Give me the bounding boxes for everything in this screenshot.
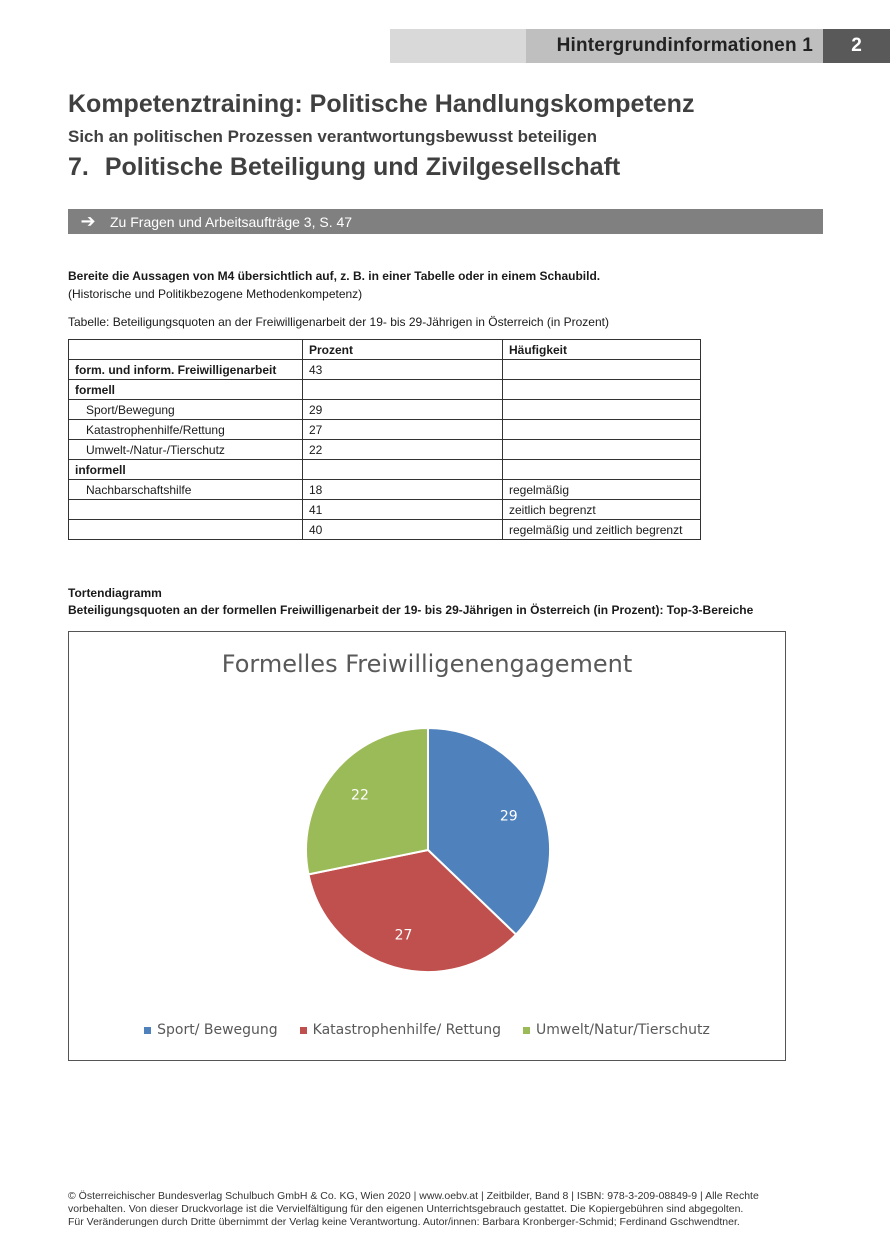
page-title: Kompetenztraining: Politische Handlungskompetenz (68, 90, 695, 118)
table-cell-label: Umwelt-/Natur-/Tierschutz (69, 440, 303, 460)
table-cell-label: Nachbarschaftshilfe (69, 480, 303, 500)
table-header-cell: Prozent (303, 340, 503, 360)
table-cell-haeufigkeit: zeitlich begrenzt (503, 500, 701, 520)
table-cell-prozent (303, 460, 503, 480)
table-cell-haeufigkeit: regelmäßig (503, 480, 701, 500)
pie-data-label: 29 (499, 808, 518, 825)
table-cell-prozent (303, 380, 503, 400)
table-cell-label (69, 500, 303, 520)
header-section-label (526, 29, 823, 63)
page-subtitle: Sich an politischen Prozessen verantwortungsbewusst beteiligen (68, 127, 598, 146)
legend-swatch (523, 1027, 530, 1034)
reference-text: Zu Fragen und Arbeitsaufträge 3, S. 47 (110, 213, 353, 230)
reference-bar (68, 209, 823, 234)
legend-label: Sport/ Bewegung (157, 1022, 278, 1038)
header-bar-light (390, 29, 526, 63)
pie-caption-label: Tortendiagramm (68, 586, 162, 600)
table-cell-haeufigkeit (503, 460, 701, 480)
task-instruction: Bereite die Aussagen von M4 übersichtlich auf, z. B. in einer Tabelle oder in einem Schaubild. (68, 269, 601, 283)
pie-caption (68, 585, 753, 619)
table-cell-prozent: 18 (303, 480, 503, 500)
pie-caption-description: Beteiligungsquoten an der formellen Freiwilligenarbeit der 19- bis 29-Jährigen in Österreich (in Prozent): Top-3-Bereiche (68, 603, 754, 617)
header-section-text: Hintergrundinformationen 1 (556, 35, 813, 56)
copyright-footer (68, 1190, 828, 1229)
legend-label: Umwelt/Natur/Tierschutz (535, 1022, 710, 1038)
header-page-number (823, 29, 890, 63)
table-row (69, 500, 701, 520)
table-row (69, 460, 701, 480)
table-row (69, 440, 701, 460)
table-cell-prozent: 41 (303, 500, 503, 520)
table-cell-prozent: 40 (303, 520, 503, 540)
table-row (69, 520, 701, 540)
table-cell-haeufigkeit (503, 400, 701, 420)
chart-title: Formelles Freiwilligenengagement (221, 650, 633, 678)
table-row (69, 420, 701, 440)
table-header-row (69, 340, 701, 360)
arrow-right-icon: ➔ (80, 211, 96, 231)
pie-data-label: 27 (394, 927, 413, 944)
task-block (68, 267, 600, 303)
table-cell-label: Sport/Bewegung (69, 400, 303, 420)
table-cell-prozent: 27 (303, 420, 503, 440)
table-cell-label: Katastrophenhilfe/Rettung (69, 420, 303, 440)
pie-data-label: 22 (351, 787, 369, 804)
pie-chart-frame (68, 631, 786, 1061)
section-title: Politische Beteiligung und Zivilgesellschaft (104, 153, 621, 181)
table-cell-haeufigkeit (503, 440, 701, 460)
table-row (69, 400, 701, 420)
table-row (69, 480, 701, 500)
table-cell-label (69, 520, 303, 540)
page-number-text: 2 (851, 35, 862, 56)
table-cell-haeufigkeit (503, 420, 701, 440)
table-cell-prozent: 43 (303, 360, 503, 380)
table-caption: Tabelle: Beteiligungsquoten an der Freiwilligenarbeit der 19- bis 29-Jährigen in Österreich (in Prozent) (68, 315, 609, 329)
footer-line: vorbehalten. Von dieser Druckvorlage ist die Vervielfältigung für den eigenen Unterrichtsgebrauch gestattet. Die Kopiergebühren sind abgegolten. (68, 1203, 744, 1215)
table-cell-prozent: 29 (303, 400, 503, 420)
table-cell-haeufigkeit (503, 360, 701, 380)
section-heading (68, 153, 620, 182)
task-competence: (Historische und Politikbezogene Methodenkompetenz) (68, 287, 363, 301)
table-cell-haeufigkeit: regelmäßig und zeitlich begrenzt (503, 520, 701, 540)
pie-chart (69, 632, 785, 1060)
table-row (69, 380, 701, 400)
legend-swatch (300, 1027, 307, 1034)
table-header-cell: Häufigkeit (503, 340, 701, 360)
participation-table (68, 339, 701, 540)
table-cell-label: formell (69, 380, 303, 400)
table-row (69, 360, 701, 380)
table-cell-haeufigkeit (503, 380, 701, 400)
table-header-cell (69, 340, 303, 360)
legend-label: Katastrophenhilfe/ Rettung (312, 1022, 501, 1038)
chart-legend (69, 1022, 785, 1038)
table-cell-label: informell (69, 460, 303, 480)
section-number: 7. (68, 153, 89, 181)
legend-item (144, 1022, 278, 1038)
table-cell-label: form. und inform. Freiwilligenarbeit (69, 360, 303, 380)
legend-swatch (144, 1027, 151, 1034)
legend-item (523, 1022, 710, 1038)
legend-item (300, 1022, 501, 1038)
table-cell-prozent: 22 (303, 440, 503, 460)
footer-line: Für Veränderungen durch Dritte übernimmt der Verlag keine Verantwortung. Autor/innen: Barbara Kronberger-Schmid; Ferdinand Gschwendtner. (68, 1216, 740, 1228)
footer-line: © Österreichischer Bundesverlag Schulbuch GmbH & Co. KG, Wien 2020 | www.oebv.at | Zeitbilder, Band 8 | ISBN: 978-3-209-08849-9 | Alle Rechte (68, 1190, 759, 1202)
